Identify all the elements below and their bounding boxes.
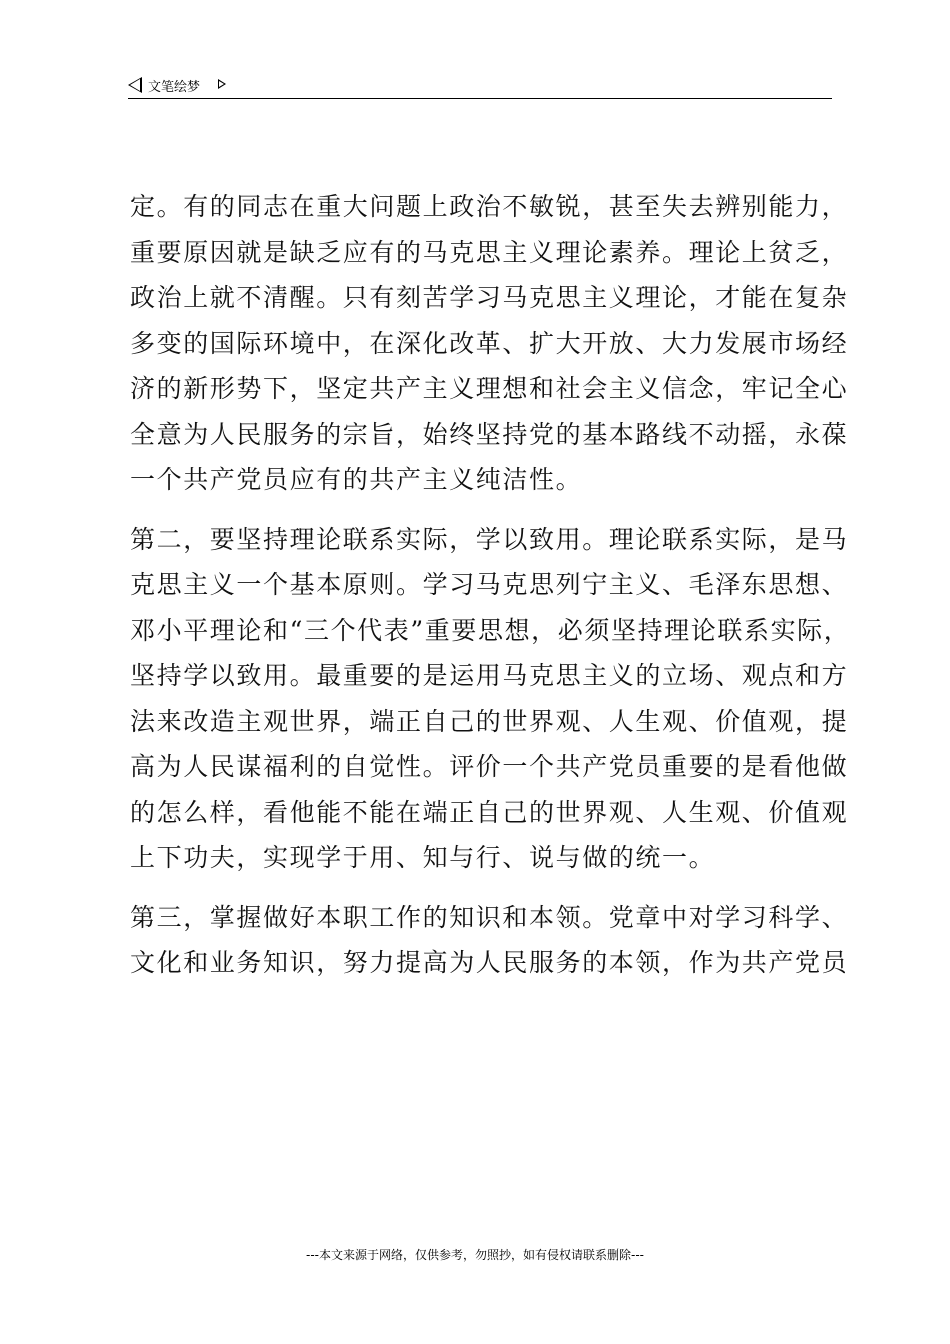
text-line: 全意为人民服务的宗旨，始终坚持党的基本路线不动摇，永葆 — [130, 419, 849, 449]
paragraph-2 — [130, 517, 851, 881]
text-line: 一个共产党员应有的共产主义纯洁性。 — [130, 465, 583, 494]
text-line: 克思主义一个基本原则。学习马克思列宁主义、毛泽东思想、 — [130, 570, 849, 599]
text-line: 法来改造主观世界，端正自己的世界观、人生观、价值观，提 — [130, 706, 849, 736]
page-header — [128, 72, 832, 99]
text-line: 文化和业务知识，努力提高为人民服务的本领，作为共产党员 — [130, 948, 849, 977]
text-line: 邓小平理论和“三个代表”重要思想，必须坚持理论联系实际， — [130, 615, 851, 645]
paragraph-1 — [130, 184, 849, 503]
text-line: 第二，要坚持理论联系实际，学以致用。理论联系实际，是马 — [130, 524, 849, 554]
text-line: 济的新形势下，坚定共产主义理想和社会主义信念，牢记全心 — [130, 374, 849, 403]
text-line: 第三，掌握做好本职工作的知识和本领。党章中对学习科学、 — [130, 902, 849, 932]
text-line: 重要原因就是缺乏应有的马克思主义理论素养。理论上贫乏， — [130, 237, 849, 267]
text-line: 的怎么样，看他能不能在端正自己的世界观、人生观、价值观 — [130, 797, 849, 827]
text-line: 多变的国际环境中，在深化改革、扩大开放、大力发展市场经 — [130, 328, 849, 358]
text-line: 高为人民谋福利的自觉性。评价一个共产党员重要的是看他做 — [130, 752, 849, 781]
document-body — [130, 184, 851, 1000]
text-line: 坚持学以致用。最重要的是运用马克思主义的立场、观点和方 — [130, 661, 849, 690]
text-line: 定。有的同志在重大问题上政治不敏锐，甚至失去辨别能力， — [130, 192, 849, 221]
paragraph-3 — [130, 895, 849, 986]
text-line: 上下功夫，实现学于用、知与行、说与做的统一。 — [130, 843, 716, 872]
text-line: 政治上就不清醒。只有刻苦学习马克思主义理论，才能在复杂 — [130, 283, 849, 312]
header-title: 文笔绘梦 — [148, 80, 201, 95]
triangle-right-icon — [218, 79, 226, 89]
triangle-left-icon — [128, 77, 142, 93]
page-footer-disclaimer: ---本文来源于网络，仅供参考，勿照抄，如有侵权请联系删除--- — [306, 1248, 644, 1262]
